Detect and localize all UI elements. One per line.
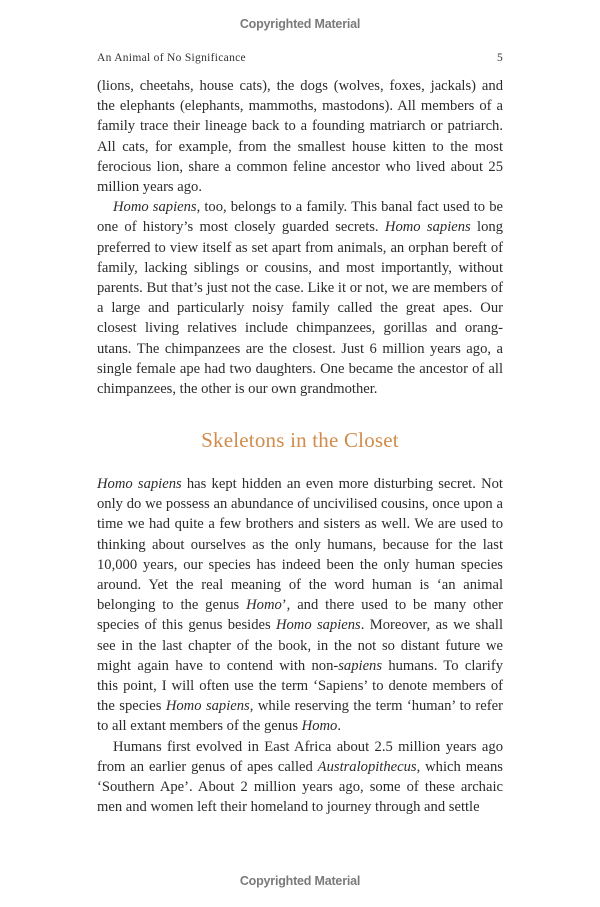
- italic-term: Homo sapiens: [113, 199, 197, 216]
- copyright-watermark-bottom: Copyrighted Material: [239, 874, 361, 888]
- page-number: 5: [496, 52, 503, 64]
- paragraph-2: [97, 197, 503, 399]
- text-run: has kept hidden an even more disturbing secret. Not only do we possess an abundance of uncivilised cousins, once upon a time we had quite a few brothers and sisters as well. We are used to thinking about ourselves as the only humans, because for the last 10,000 years, our species has indeed been the only human species around. Yet the real meaning of the word human is ‘an animal belonging to the genus: [97, 476, 503, 614]
- text-run: long preferred to view itself as set apart from animals, an orphan bereft of family, lacking siblings or cousins, and most importantly, without parents. But that’s just not the case. Like it or not, we are members of a large and particularly noisy family called the great apes. Our closest living relatives include chimpanzees, gorillas and orang-utans. The chimpanzees are the closest. Just 6 million years ago, a single female ape had two daughters. One became the ancestor of all chimpanzees, the other is our own grandmother.: [97, 219, 503, 398]
- section-heading: Skeletons in the Closet: [201, 428, 399, 452]
- text-run: , while reserving the term ‘human’ to refer to all extant members of the genus: [97, 698, 503, 735]
- text-run: , too, belongs to a family. This banal fact used to be one of history’s most closely guarded secrets.: [97, 199, 503, 236]
- paragraph-3: [97, 474, 503, 737]
- paragraph-1: (lions, cheetahs, house cats), the dogs (wolves, foxes, jackals) and the elephants (elephants, mammoths, mastodons). All members of a family trace their lineage back to a founding matriarch or patriarch. All cats, for example, from the smallest house kitten to the most ferocious lion, share a common feline ancestor who lived about 25 million years ago.: [97, 78, 503, 196]
- copyright-watermark-top: Copyrighted Material: [239, 17, 361, 31]
- body-text-section-2: [97, 474, 503, 817]
- text-run: ’, and there used to be many other species of this genus besides: [97, 597, 503, 634]
- italic-term: sapiens: [338, 657, 383, 674]
- paragraph-4: [97, 737, 503, 818]
- italic-term: Homo sapiens: [384, 219, 471, 236]
- italic-term: Homo: [246, 597, 282, 614]
- body-text-section-1: [97, 76, 503, 399]
- text-run: .: [337, 718, 342, 735]
- italic-term: Homo sapiens: [275, 617, 361, 634]
- italic-term: Homo sapiens: [97, 476, 182, 492]
- text-run: . Moreover, as we shall see in the last chapter of the book, in the not so distant future we might again have to contend with non-: [97, 617, 503, 674]
- chapter-title: An Animal of No Significance: [97, 52, 246, 64]
- italic-term: Homo: [301, 718, 338, 735]
- text-run: humans. To clarify this point, I will often use the term ‘Sapiens’ to denote members of the species: [97, 657, 503, 715]
- text-run: Humans first evolved in East Africa about 2.5 million years ago from an earlier genus of apes called: [97, 738, 503, 775]
- italic-term: Australopithecus: [317, 758, 417, 775]
- text-run: , which means ‘Southern Ape’. About 2 million years ago, some of these archaic men and women left their homeland to journey through and settle: [97, 758, 503, 816]
- italic-term: Homo sapiens: [165, 698, 250, 715]
